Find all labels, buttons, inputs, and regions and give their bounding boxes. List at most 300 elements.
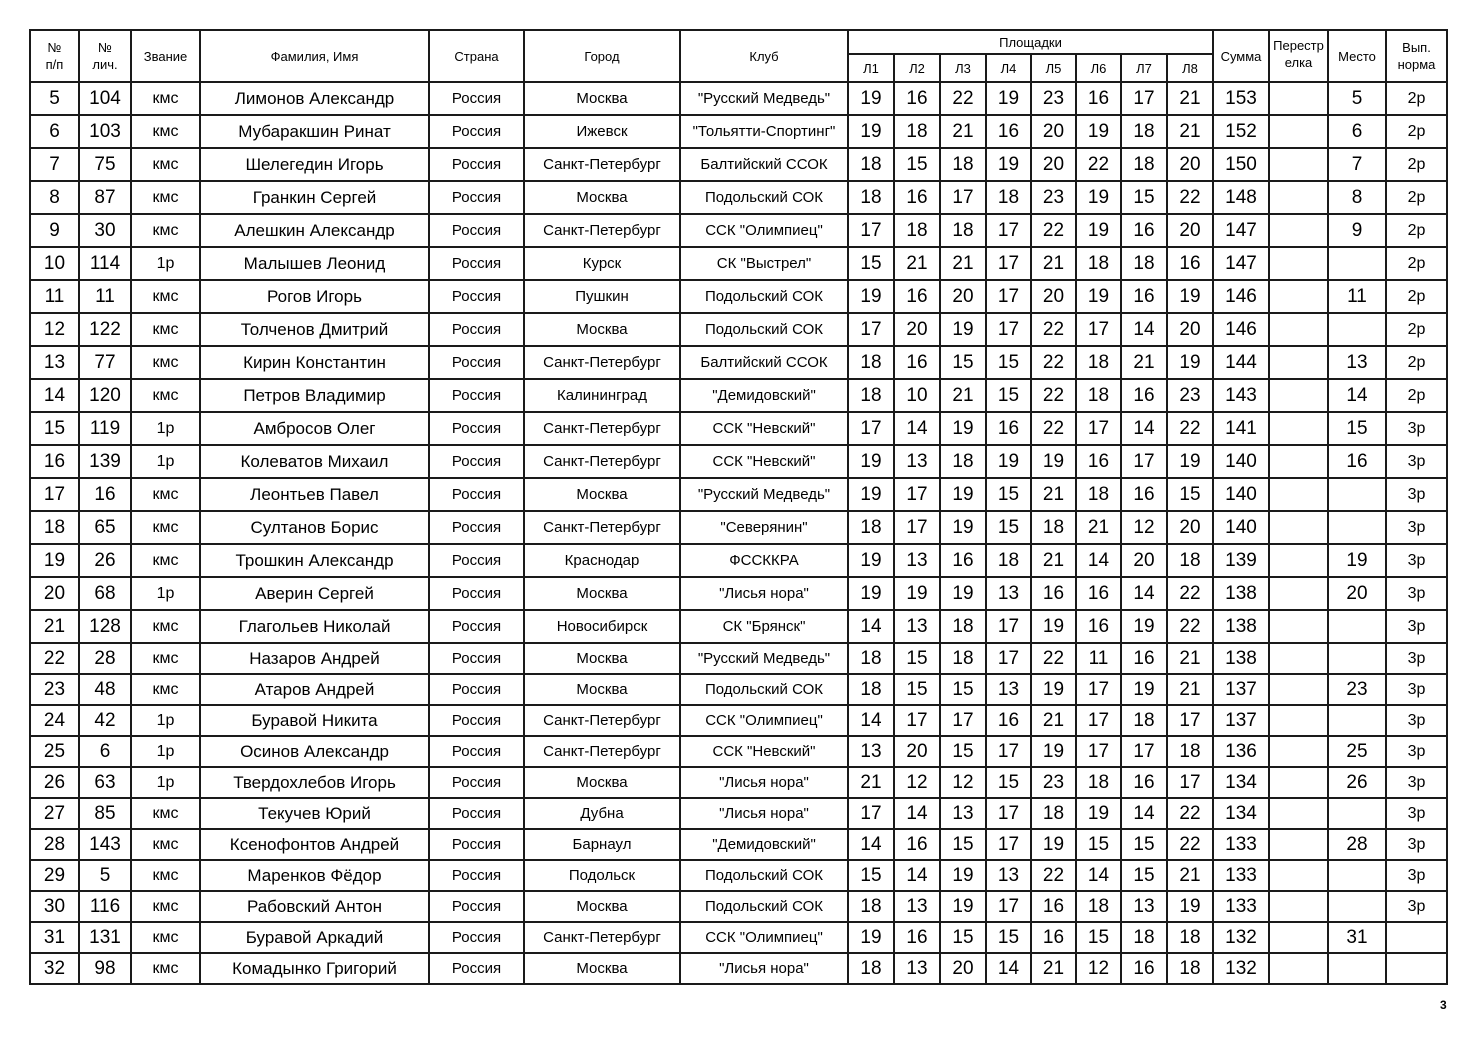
cell-country: Россия bbox=[429, 610, 524, 643]
cell-norm: 2р bbox=[1386, 313, 1447, 346]
cell-sum: 146 bbox=[1213, 313, 1269, 346]
cell-place: 25 bbox=[1328, 736, 1386, 767]
cell-sum: 137 bbox=[1213, 705, 1269, 736]
cell-score-l2: 16 bbox=[894, 829, 940, 860]
cell-lich: 87 bbox=[79, 181, 131, 214]
header-court-4: Л4 bbox=[986, 54, 1031, 82]
cell-pp: 13 bbox=[30, 346, 79, 379]
cell-name: Султанов Борис bbox=[200, 511, 429, 544]
cell-score-l2: 16 bbox=[894, 346, 940, 379]
table-row bbox=[30, 445, 1447, 478]
cell-score-l7: 14 bbox=[1121, 313, 1167, 346]
cell-place: 26 bbox=[1328, 767, 1386, 798]
cell-score-l4: 15 bbox=[986, 379, 1031, 412]
cell-country: Россия bbox=[429, 922, 524, 953]
cell-score-l8: 19 bbox=[1167, 891, 1213, 922]
cell-club: "Демидовский" bbox=[680, 829, 848, 860]
cell-score-l8: 21 bbox=[1167, 674, 1213, 705]
cell-shootoff bbox=[1269, 247, 1328, 280]
cell-score-l8: 15 bbox=[1167, 478, 1213, 511]
cell-lich: 131 bbox=[79, 922, 131, 953]
cell-score-l7: 21 bbox=[1121, 346, 1167, 379]
cell-rank: кмс bbox=[131, 82, 200, 115]
cell-place: 31 bbox=[1328, 922, 1386, 953]
cell-score-l7: 15 bbox=[1121, 860, 1167, 891]
cell-shootoff bbox=[1269, 674, 1328, 705]
table-row bbox=[30, 767, 1447, 798]
cell-country: Россия bbox=[429, 860, 524, 891]
cell-country: Россия bbox=[429, 313, 524, 346]
cell-norm: 2р bbox=[1386, 346, 1447, 379]
cell-city: Москва bbox=[524, 181, 680, 214]
cell-country: Россия bbox=[429, 891, 524, 922]
cell-score-l1: 13 bbox=[848, 736, 894, 767]
cell-score-l6: 14 bbox=[1076, 860, 1121, 891]
cell-score-l5: 21 bbox=[1031, 544, 1076, 577]
header-name: Фамилия, Имя bbox=[200, 30, 429, 82]
cell-shootoff bbox=[1269, 829, 1328, 860]
cell-score-l5: 16 bbox=[1031, 922, 1076, 953]
cell-lich: 30 bbox=[79, 214, 131, 247]
cell-score-l3: 19 bbox=[940, 313, 986, 346]
cell-score-l5: 22 bbox=[1031, 379, 1076, 412]
cell-place: 15 bbox=[1328, 412, 1386, 445]
table-header bbox=[30, 30, 1447, 82]
cell-score-l8: 17 bbox=[1167, 767, 1213, 798]
cell-pp: 16 bbox=[30, 445, 79, 478]
cell-score-l3: 13 bbox=[940, 798, 986, 829]
cell-name: Твердохлебов Игорь bbox=[200, 767, 429, 798]
cell-pp: 18 bbox=[30, 511, 79, 544]
cell-score-l1: 17 bbox=[848, 798, 894, 829]
cell-name: Кирин Константин bbox=[200, 346, 429, 379]
cell-score-l5: 19 bbox=[1031, 736, 1076, 767]
cell-shootoff bbox=[1269, 544, 1328, 577]
cell-score-l8: 20 bbox=[1167, 214, 1213, 247]
table-row bbox=[30, 953, 1447, 984]
table-row bbox=[30, 313, 1447, 346]
cell-shootoff bbox=[1269, 148, 1328, 181]
cell-name: Маренков Фёдор bbox=[200, 860, 429, 891]
cell-score-l2: 13 bbox=[894, 953, 940, 984]
cell-score-l5: 20 bbox=[1031, 280, 1076, 313]
cell-name: Буравой Никита bbox=[200, 705, 429, 736]
cell-norm: 2р bbox=[1386, 115, 1447, 148]
cell-lich: 11 bbox=[79, 280, 131, 313]
cell-score-l6: 14 bbox=[1076, 544, 1121, 577]
cell-country: Россия bbox=[429, 82, 524, 115]
cell-place: 11 bbox=[1328, 280, 1386, 313]
cell-lich: 48 bbox=[79, 674, 131, 705]
cell-score-l1: 15 bbox=[848, 860, 894, 891]
cell-club: Балтийский ССОК bbox=[680, 346, 848, 379]
cell-score-l5: 16 bbox=[1031, 577, 1076, 610]
cell-name: Назаров Андрей bbox=[200, 643, 429, 674]
cell-pp: 15 bbox=[30, 412, 79, 445]
cell-score-l2: 16 bbox=[894, 280, 940, 313]
cell-score-l4: 17 bbox=[986, 247, 1031, 280]
cell-rank: кмс bbox=[131, 610, 200, 643]
cell-name: Колеватов Михаил bbox=[200, 445, 429, 478]
cell-country: Россия bbox=[429, 346, 524, 379]
cell-place bbox=[1328, 643, 1386, 674]
cell-shootoff bbox=[1269, 953, 1328, 984]
cell-score-l6: 17 bbox=[1076, 736, 1121, 767]
cell-norm: 3р bbox=[1386, 577, 1447, 610]
cell-country: Россия bbox=[429, 511, 524, 544]
cell-score-l3: 21 bbox=[940, 247, 986, 280]
cell-country: Россия bbox=[429, 643, 524, 674]
cell-sum: 153 bbox=[1213, 82, 1269, 115]
cell-score-l1: 19 bbox=[848, 577, 894, 610]
cell-club: ССК "Олимпиец" bbox=[680, 214, 848, 247]
cell-score-l8: 18 bbox=[1167, 736, 1213, 767]
cell-score-l4: 15 bbox=[986, 346, 1031, 379]
cell-rank: кмс bbox=[131, 922, 200, 953]
cell-club: "Лисья нора" bbox=[680, 798, 848, 829]
cell-score-l8: 20 bbox=[1167, 511, 1213, 544]
cell-shootoff bbox=[1269, 705, 1328, 736]
cell-pp: 23 bbox=[30, 674, 79, 705]
cell-name: Рабовский Антон bbox=[200, 891, 429, 922]
page-number: 3 bbox=[1440, 998, 1447, 1012]
cell-score-l6: 17 bbox=[1076, 412, 1121, 445]
cell-score-l4: 17 bbox=[986, 736, 1031, 767]
cell-country: Россия bbox=[429, 214, 524, 247]
table-row bbox=[30, 798, 1447, 829]
cell-score-l8: 20 bbox=[1167, 148, 1213, 181]
cell-shootoff bbox=[1269, 280, 1328, 313]
cell-score-l3: 18 bbox=[940, 643, 986, 674]
cell-country: Россия bbox=[429, 115, 524, 148]
cell-sum: 138 bbox=[1213, 643, 1269, 674]
cell-shootoff bbox=[1269, 346, 1328, 379]
cell-place bbox=[1328, 705, 1386, 736]
cell-place bbox=[1328, 610, 1386, 643]
cell-score-l7: 17 bbox=[1121, 445, 1167, 478]
cell-pp: 11 bbox=[30, 280, 79, 313]
cell-place: 14 bbox=[1328, 379, 1386, 412]
header-sum: Сумма bbox=[1213, 30, 1269, 82]
cell-norm: 3р bbox=[1386, 445, 1447, 478]
cell-score-l2: 14 bbox=[894, 412, 940, 445]
cell-lich: 65 bbox=[79, 511, 131, 544]
cell-shootoff bbox=[1269, 214, 1328, 247]
table-row bbox=[30, 379, 1447, 412]
cell-score-l3: 19 bbox=[940, 577, 986, 610]
cell-name: Лимонов Александр bbox=[200, 82, 429, 115]
cell-norm: 3р bbox=[1386, 891, 1447, 922]
cell-score-l8: 22 bbox=[1167, 829, 1213, 860]
cell-score-l1: 14 bbox=[848, 705, 894, 736]
table-row bbox=[30, 181, 1447, 214]
cell-pp: 6 bbox=[30, 115, 79, 148]
header-court-6: Л6 bbox=[1076, 54, 1121, 82]
cell-pp: 24 bbox=[30, 705, 79, 736]
cell-place bbox=[1328, 860, 1386, 891]
cell-name: Петров Владимир bbox=[200, 379, 429, 412]
cell-rank: кмс bbox=[131, 674, 200, 705]
cell-norm: 3р bbox=[1386, 610, 1447, 643]
cell-score-l5: 22 bbox=[1031, 214, 1076, 247]
cell-rank: кмс bbox=[131, 544, 200, 577]
cell-score-l4: 16 bbox=[986, 705, 1031, 736]
cell-shootoff bbox=[1269, 798, 1328, 829]
cell-city: Санкт-Петербург bbox=[524, 705, 680, 736]
cell-score-l4: 19 bbox=[986, 82, 1031, 115]
table-row bbox=[30, 922, 1447, 953]
cell-score-l6: 16 bbox=[1076, 445, 1121, 478]
cell-score-l8: 22 bbox=[1167, 181, 1213, 214]
cell-city: Москва bbox=[524, 767, 680, 798]
cell-score-l2: 21 bbox=[894, 247, 940, 280]
table-row bbox=[30, 643, 1447, 674]
cell-pp: 29 bbox=[30, 860, 79, 891]
cell-club: Балтийский ССОК bbox=[680, 148, 848, 181]
cell-score-l7: 16 bbox=[1121, 280, 1167, 313]
cell-score-l5: 16 bbox=[1031, 891, 1076, 922]
cell-score-l7: 16 bbox=[1121, 767, 1167, 798]
cell-place: 19 bbox=[1328, 544, 1386, 577]
cell-score-l7: 15 bbox=[1121, 829, 1167, 860]
cell-club: Подольский СОК bbox=[680, 280, 848, 313]
cell-city: Санкт-Петербург bbox=[524, 736, 680, 767]
cell-score-l5: 21 bbox=[1031, 705, 1076, 736]
cell-norm: 3р bbox=[1386, 829, 1447, 860]
cell-sum: 152 bbox=[1213, 115, 1269, 148]
cell-score-l6: 19 bbox=[1076, 798, 1121, 829]
cell-norm: 3р bbox=[1386, 544, 1447, 577]
cell-shootoff bbox=[1269, 412, 1328, 445]
cell-score-l2: 13 bbox=[894, 445, 940, 478]
cell-score-l2: 13 bbox=[894, 610, 940, 643]
cell-score-l1: 18 bbox=[848, 379, 894, 412]
cell-pp: 8 bbox=[30, 181, 79, 214]
cell-score-l6: 16 bbox=[1076, 82, 1121, 115]
cell-place bbox=[1328, 798, 1386, 829]
cell-pp: 20 bbox=[30, 577, 79, 610]
header-num-lich: № лич. bbox=[79, 30, 131, 82]
cell-score-l6: 22 bbox=[1076, 148, 1121, 181]
cell-score-l3: 18 bbox=[940, 148, 986, 181]
cell-shootoff bbox=[1269, 577, 1328, 610]
cell-score-l2: 15 bbox=[894, 148, 940, 181]
cell-city: Санкт-Петербург bbox=[524, 148, 680, 181]
cell-score-l8: 17 bbox=[1167, 705, 1213, 736]
cell-score-l6: 18 bbox=[1076, 247, 1121, 280]
cell-name: Ксенофонтов Андрей bbox=[200, 829, 429, 860]
header-country: Страна bbox=[429, 30, 524, 82]
cell-city: Санкт-Петербург bbox=[524, 214, 680, 247]
cell-score-l5: 20 bbox=[1031, 148, 1076, 181]
cell-score-l8: 21 bbox=[1167, 643, 1213, 674]
cell-score-l8: 21 bbox=[1167, 860, 1213, 891]
cell-score-l6: 17 bbox=[1076, 674, 1121, 705]
cell-name: Атаров Андрей bbox=[200, 674, 429, 705]
cell-score-l2: 15 bbox=[894, 643, 940, 674]
cell-place: 5 bbox=[1328, 82, 1386, 115]
cell-score-l8: 18 bbox=[1167, 544, 1213, 577]
header-court-8: Л8 bbox=[1167, 54, 1213, 82]
cell-lich: 42 bbox=[79, 705, 131, 736]
cell-score-l2: 17 bbox=[894, 478, 940, 511]
cell-norm: 2р bbox=[1386, 181, 1447, 214]
cell-shootoff bbox=[1269, 610, 1328, 643]
cell-score-l7: 14 bbox=[1121, 798, 1167, 829]
cell-rank: кмс bbox=[131, 280, 200, 313]
cell-norm: 3р bbox=[1386, 412, 1447, 445]
cell-rank: кмс bbox=[131, 860, 200, 891]
cell-score-l5: 19 bbox=[1031, 610, 1076, 643]
cell-score-l2: 10 bbox=[894, 379, 940, 412]
cell-lich: 16 bbox=[79, 478, 131, 511]
cell-lich: 5 bbox=[79, 860, 131, 891]
cell-rank: кмс bbox=[131, 181, 200, 214]
cell-score-l7: 15 bbox=[1121, 181, 1167, 214]
cell-score-l5: 22 bbox=[1031, 412, 1076, 445]
cell-score-l3: 17 bbox=[940, 705, 986, 736]
cell-score-l1: 18 bbox=[848, 181, 894, 214]
header-court-5: Л5 bbox=[1031, 54, 1076, 82]
cell-norm: 3р bbox=[1386, 767, 1447, 798]
cell-score-l4: 15 bbox=[986, 922, 1031, 953]
header-place: Место bbox=[1328, 30, 1386, 82]
cell-score-l2: 18 bbox=[894, 214, 940, 247]
cell-score-l4: 13 bbox=[986, 860, 1031, 891]
cell-score-l5: 22 bbox=[1031, 346, 1076, 379]
cell-club: Подольский СОК bbox=[680, 891, 848, 922]
cell-shootoff bbox=[1269, 736, 1328, 767]
cell-score-l4: 15 bbox=[986, 767, 1031, 798]
cell-club: "Лисья нора" bbox=[680, 953, 848, 984]
cell-lich: 77 bbox=[79, 346, 131, 379]
cell-rank: кмс bbox=[131, 346, 200, 379]
cell-rank: кмс bbox=[131, 953, 200, 984]
cell-score-l8: 21 bbox=[1167, 82, 1213, 115]
cell-score-l4: 16 bbox=[986, 412, 1031, 445]
cell-city: Курск bbox=[524, 247, 680, 280]
cell-city: Москва bbox=[524, 953, 680, 984]
cell-score-l8: 22 bbox=[1167, 577, 1213, 610]
cell-score-l6: 16 bbox=[1076, 577, 1121, 610]
cell-lich: 28 bbox=[79, 643, 131, 674]
cell-shootoff bbox=[1269, 115, 1328, 148]
cell-country: Россия bbox=[429, 674, 524, 705]
cell-club: ССК "Невский" bbox=[680, 412, 848, 445]
cell-lich: 26 bbox=[79, 544, 131, 577]
cell-city: Новосибирск bbox=[524, 610, 680, 643]
cell-sum: 146 bbox=[1213, 280, 1269, 313]
cell-rank: кмс bbox=[131, 798, 200, 829]
table-row bbox=[30, 610, 1447, 643]
cell-city: Москва bbox=[524, 313, 680, 346]
cell-name: Рогов Игорь bbox=[200, 280, 429, 313]
cell-score-l7: 19 bbox=[1121, 610, 1167, 643]
cell-pp: 30 bbox=[30, 891, 79, 922]
table-row bbox=[30, 214, 1447, 247]
cell-club: "Демидовский" bbox=[680, 379, 848, 412]
cell-score-l8: 22 bbox=[1167, 412, 1213, 445]
cell-shootoff bbox=[1269, 478, 1328, 511]
cell-score-l1: 15 bbox=[848, 247, 894, 280]
header-club: Клуб bbox=[680, 30, 848, 82]
cell-score-l7: 16 bbox=[1121, 953, 1167, 984]
cell-score-l4: 17 bbox=[986, 214, 1031, 247]
cell-score-l3: 19 bbox=[940, 478, 986, 511]
cell-lich: 128 bbox=[79, 610, 131, 643]
cell-score-l6: 15 bbox=[1076, 829, 1121, 860]
cell-norm: 2р bbox=[1386, 379, 1447, 412]
cell-score-l3: 20 bbox=[940, 280, 986, 313]
cell-score-l6: 12 bbox=[1076, 953, 1121, 984]
cell-country: Россия bbox=[429, 544, 524, 577]
cell-score-l4: 17 bbox=[986, 280, 1031, 313]
header-court-7: Л7 bbox=[1121, 54, 1167, 82]
cell-score-l3: 19 bbox=[940, 891, 986, 922]
cell-name: Толченов Дмитрий bbox=[200, 313, 429, 346]
cell-sum: 132 bbox=[1213, 922, 1269, 953]
cell-score-l6: 16 bbox=[1076, 610, 1121, 643]
cell-pp: 25 bbox=[30, 736, 79, 767]
cell-score-l2: 13 bbox=[894, 891, 940, 922]
results-table bbox=[29, 29, 1448, 985]
cell-norm bbox=[1386, 953, 1447, 984]
cell-place bbox=[1328, 247, 1386, 280]
cell-score-l3: 18 bbox=[940, 445, 986, 478]
cell-city: Барнаул bbox=[524, 829, 680, 860]
cell-club: ФССККРА bbox=[680, 544, 848, 577]
cell-country: Россия bbox=[429, 148, 524, 181]
cell-score-l1: 18 bbox=[848, 346, 894, 379]
cell-score-l7: 17 bbox=[1121, 736, 1167, 767]
header-norm: Вып. норма bbox=[1386, 30, 1447, 82]
cell-pp: 17 bbox=[30, 478, 79, 511]
cell-place: 28 bbox=[1328, 829, 1386, 860]
cell-club: ССК "Невский" bbox=[680, 736, 848, 767]
cell-score-l3: 12 bbox=[940, 767, 986, 798]
cell-score-l4: 17 bbox=[986, 313, 1031, 346]
cell-score-l7: 12 bbox=[1121, 511, 1167, 544]
header-court-3: Л3 bbox=[940, 54, 986, 82]
cell-name: Осинов Александр bbox=[200, 736, 429, 767]
cell-rank: кмс bbox=[131, 214, 200, 247]
cell-score-l6: 11 bbox=[1076, 643, 1121, 674]
cell-score-l5: 21 bbox=[1031, 478, 1076, 511]
cell-score-l1: 21 bbox=[848, 767, 894, 798]
cell-score-l5: 22 bbox=[1031, 643, 1076, 674]
cell-score-l1: 18 bbox=[848, 891, 894, 922]
cell-norm: 3р bbox=[1386, 798, 1447, 829]
cell-name: Леонтьев Павел bbox=[200, 478, 429, 511]
cell-place: 6 bbox=[1328, 115, 1386, 148]
cell-sum: 141 bbox=[1213, 412, 1269, 445]
cell-norm: 2р bbox=[1386, 247, 1447, 280]
cell-pp: 5 bbox=[30, 82, 79, 115]
cell-score-l2: 12 bbox=[894, 767, 940, 798]
cell-lich: 68 bbox=[79, 577, 131, 610]
cell-score-l8: 21 bbox=[1167, 115, 1213, 148]
cell-rank: кмс bbox=[131, 511, 200, 544]
cell-sum: 140 bbox=[1213, 511, 1269, 544]
cell-sum: 140 bbox=[1213, 445, 1269, 478]
cell-shootoff bbox=[1269, 860, 1328, 891]
cell-score-l7: 18 bbox=[1121, 115, 1167, 148]
cell-score-l6: 19 bbox=[1076, 181, 1121, 214]
cell-city: Москва bbox=[524, 643, 680, 674]
cell-score-l3: 15 bbox=[940, 346, 986, 379]
cell-lich: 143 bbox=[79, 829, 131, 860]
table-row bbox=[30, 115, 1447, 148]
